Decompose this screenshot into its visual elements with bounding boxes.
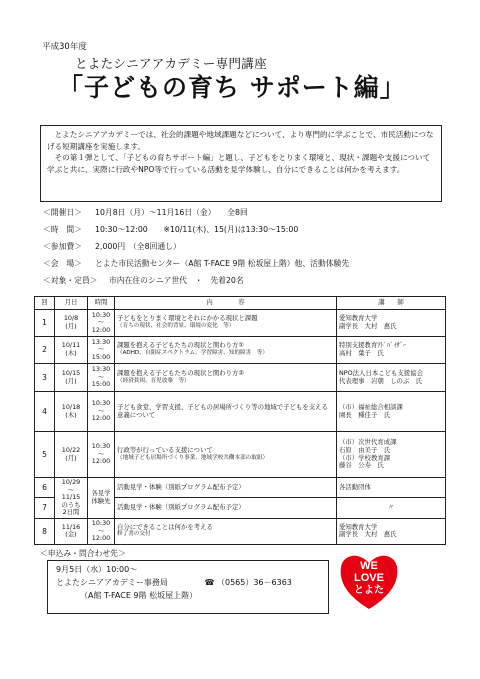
cell-lecturer: 愛知教育大学 副学長 大村 惠氏 [337,518,446,544]
table-row [35,518,446,544]
cell-date: 10/29 ～ 11/15 のうち 2日間 [55,478,88,519]
contact-org: とよたシニアアカデミー事務局 [56,578,168,587]
intro-paragraph-1: とよたシニアアカデミーでは、社会的課題や地域課題などについて、より専門的に学ぶことで、市民活動につなげる短期講座を実施します。 [47,130,434,151]
cell-date: 10/11 (木) [55,337,88,364]
info-row-fee [43,241,181,252]
header-lecturer: 講 師 [337,297,446,310]
cell-session: 5 [35,432,55,478]
cell-content [115,364,337,392]
contact-address: （A館 T-FACE 9階 松坂屋上階） [80,591,198,600]
info-label: ＜会 場＞ [43,259,82,268]
cell-session: 6 [35,478,55,498]
info-value: 市内在住のシニア世代 ・ 先着20名 [109,276,244,285]
content-sub: 修了書の交付 [117,531,151,538]
program-subtitle: とよたシニアアカデミー専門講座 [75,56,267,71]
info-value: 10:30～12:00 ※10/11(木)、15(月)は13:30～15:00 [95,225,299,234]
cell-time: 10:30 ～ 12:00 [88,432,115,478]
content-main: 行政等が行っている支援について [117,445,213,454]
cell-date: 10/18 (木) [55,392,88,432]
header-session: 回 [35,297,55,310]
cell-time: 13:30 ～ 15:00 [88,364,115,392]
cell-session: 7 [35,498,55,518]
cell-session: 2 [35,337,55,364]
cell-lecturer: 各活動団体 [337,478,446,498]
cell-content [115,478,337,498]
intro-box [40,125,442,202]
cell-content [115,518,337,544]
info-label: ＜参加費＞ [43,242,82,251]
content-main: 活動見学・体験（別紙プログラム配布予定） [117,482,245,491]
cell-lecturer: 特別支援教育ｱﾄﾞﾊﾞｲｻﾞｰ 高村 葉子 氏 [337,337,446,364]
info-value: 10月8日（月）～11月16日（金） 全8回 [95,208,248,217]
cell-time: 10:30 ～ 12:00 [88,518,115,544]
cell-date: 11/16 (金) [55,518,88,544]
cell-time: 各見学 体験先 [88,478,115,519]
header-content: 内 容 [115,297,337,310]
cell-date: 10/15 (月) [55,364,88,392]
cell-lecturer: 愛知教育大学 副学長 大村 惠氏 [337,310,446,337]
contact-label: ＜申込み・問合わせ先＞ [40,549,126,558]
table-row [35,310,446,337]
cell-time: 13:30 ～ 15:00 [88,337,115,364]
table-header-row [35,297,446,310]
header-time: 時間 [88,297,115,310]
content-main: 子どもをとりまく環境とそれにかかる現状と課題 [117,314,258,323]
page-title: 「子どもの育ち サポート編」 [58,73,406,102]
contact-box [47,560,329,614]
cell-lecturer: （市）次世代育成課 石原 由美子 氏 （市）学校教育課 藤谷 公寿 氏 [337,432,446,478]
svg-text:とよた: とよた [354,585,384,596]
cell-session: 1 [35,310,55,337]
info-value: 2,000円 （全8回通し） [95,242,181,251]
contact-start: 9月5日（水）10:00～ [56,565,138,574]
contact-phone: （0565）36－6363 [216,578,292,587]
cell-content [115,498,337,518]
cell-content [115,392,337,432]
info-row-time [43,224,298,235]
header-date: 月日 [55,297,88,310]
cell-content [115,337,337,364]
cell-lecturer: NPO法人日本こども支援協会 代表理事 岩朝 しのぶ 氏 [337,364,446,392]
info-row-date [43,207,248,218]
cell-lecturer: （市）福祉総合相談課 園長 種佳子 氏 [337,392,446,432]
schedule-table [34,296,446,545]
cell-content [115,432,337,478]
table-row [35,478,446,498]
contact-org-line [56,576,320,589]
info-label: ＜開催日＞ [43,208,82,217]
content-main: 活動見学・体験（別紙プログラム配布予定） [117,503,245,512]
table-row [35,432,446,478]
cell-content [115,310,337,337]
content-sub: （経済貧困、育児放棄 等） [117,377,190,384]
info-row-target [43,275,244,286]
cell-date: 10/22 (月) [55,432,88,478]
table-row [35,337,446,364]
cell-session: 8 [35,518,55,544]
content-main: 課題を抱える子どもたちの現状と関わり方① [117,341,245,350]
svg-text:LOVE: LOVE [354,572,384,584]
table-row [35,392,446,432]
phone-icon: ☎ [204,578,215,587]
info-label: ＜時 間＞ [43,225,82,234]
svg-text:WE: WE [360,560,378,572]
cell-time: 10:30 ～ 12:00 [88,392,115,432]
cell-session: 4 [35,392,55,432]
content-sub: （地域子ども居場所づくり事業、地域学校共働本部の取組） [117,454,269,461]
info-label: ＜対象・定員＞ [43,276,98,285]
cell-lecturer: 〃 [337,498,446,518]
content-sub: （育ちの現状、社会的背景、環境の変化 等） [117,323,235,329]
we-love-toyota-logo [338,547,400,613]
info-row-venue [43,258,349,269]
content-main: 子ども食堂、学習支援、子どもの居場所づくり等の地域で子どもを支える意義について [117,402,328,419]
intro-paragraph-2: その第１弾として、「子どもの育ちサポート編」と題し、子どもをとりまく環境と、現状・課題や支援について学ぶと共に、実際に行政やNPO等で行っている活動を見学体験し、自分にできることは何かを考えます。 [47,153,431,174]
content-sub: （ADHD、自閉症スペクトラム、学習障害、知的障害 等） [117,350,269,356]
table-row [35,364,446,392]
cell-date: 10/8 (月) [55,310,88,337]
content-main: 課題を抱える子どもたちの現状と関わり方② [117,368,245,377]
content-main: 自分にできることは何かを考える [117,522,213,531]
fiscal-year: 平成30年度 [42,42,87,52]
info-value: とよた市民活動センター（A館 T-FACE 9階 松坂屋上階）他、活動体験先 [95,259,350,268]
cell-time: 10:30 ～ 12:00 [88,310,115,337]
cell-session: 3 [35,364,55,392]
